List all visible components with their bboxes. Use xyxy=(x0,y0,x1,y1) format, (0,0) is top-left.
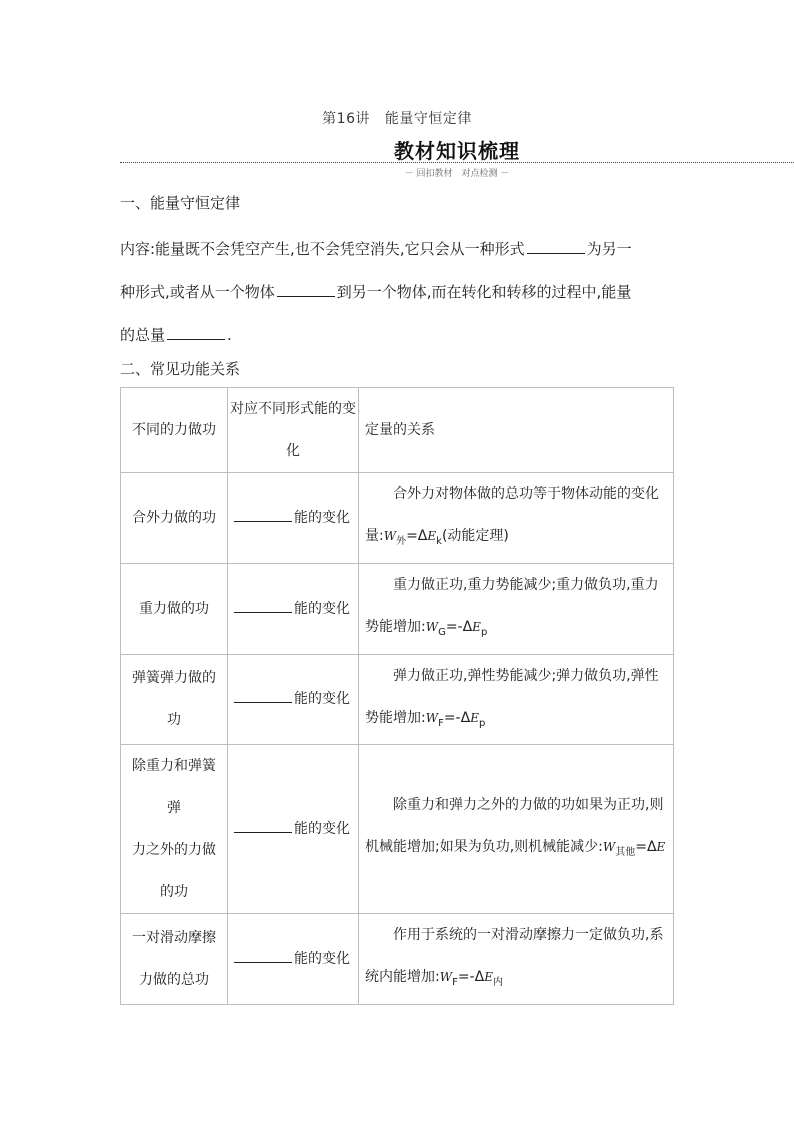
table-row xyxy=(121,914,674,1005)
force-cell: 合外力做的功 xyxy=(121,473,228,564)
fill-blank-row5[interactable] xyxy=(234,948,292,963)
fill-blank-row2[interactable] xyxy=(234,598,292,613)
force-cell: 弹簧弹力做的功 xyxy=(121,654,228,745)
relation-cell: 作用于系统的一对滑动摩擦力一定做负功,系统内能增加$:W_F=-\Delta E_内$ xyxy=(359,914,674,1005)
content-paragraph: 内容:能量既不会凭空产生,也不会凭空消失,它只会从一种形式 为另一 种形式,或者从一个物体 到另一个物体,而在转化和转移的过程中,能量 的总量 . xyxy=(120,240,632,344)
change-cell: 能的变化 xyxy=(228,563,359,654)
table-header-row xyxy=(121,388,674,473)
section1-heading: 一、能量守恒定律 xyxy=(120,194,241,212)
change-cell: 能的变化 xyxy=(228,914,359,1005)
change-cell: 能的变化 xyxy=(228,745,359,914)
force-cell: 一对滑动摩擦力做的总功 xyxy=(121,914,228,1005)
table-row xyxy=(121,654,674,745)
fill-blank-2[interactable] xyxy=(277,282,335,297)
table-header-cell: 不同的力做功 xyxy=(121,388,228,473)
fill-blank-3[interactable] xyxy=(167,325,225,340)
section2-heading: 二、常见功能关系 xyxy=(120,360,241,378)
lecture-heading xyxy=(0,108,794,128)
relation-cell: 弹力做正功,弹性势能减少;弹力做负功,弹性势能增加$:W_F=-\Delta E_p$ xyxy=(359,654,674,745)
fill-blank-row3[interactable] xyxy=(234,688,292,703)
fill-blank-row1[interactable] xyxy=(234,507,292,522)
force-cell: 除重力和弹簧 弹 力之外的力做 的功 xyxy=(121,745,228,914)
lecture-title: 能量守恒定律 xyxy=(384,111,472,127)
relation-cell: 合外力对物体做的总功等于物体动能的变化量$:W_外=\Delta E_k$(动能定理) xyxy=(359,473,674,564)
relation-cell: 除重力和弹力之外的力做的功如果为正功,则机械能增加;如果为负功,则机械能减少$:W_{其他}=\Delta E$ xyxy=(359,745,674,914)
change-cell: 能的变化 xyxy=(228,473,359,564)
table-header-cell: 对应不同形式能的变化 xyxy=(228,388,359,473)
lecture-number: 第16讲 xyxy=(322,111,370,127)
table-header-cell: 定量的关系 xyxy=(359,388,674,473)
section-subtitle: － 回扣教材 对点检测 － xyxy=(404,169,510,179)
section-title: 教材知识梳理 xyxy=(394,139,520,163)
dotted-divider xyxy=(120,162,794,163)
table-row xyxy=(121,745,674,914)
fill-blank-1[interactable] xyxy=(527,239,585,254)
relation-cell: 重力做正功,重力势能减少;重力做负功,重力势能增加$:W_G=-\Delta E_p$ xyxy=(359,563,674,654)
fill-blank-row4[interactable] xyxy=(234,818,292,833)
change-cell: 能的变化 xyxy=(228,654,359,745)
table-row xyxy=(121,473,674,564)
work-energy-table xyxy=(120,387,674,1005)
table-row xyxy=(121,563,674,654)
force-cell: 重力做的功 xyxy=(121,563,228,654)
